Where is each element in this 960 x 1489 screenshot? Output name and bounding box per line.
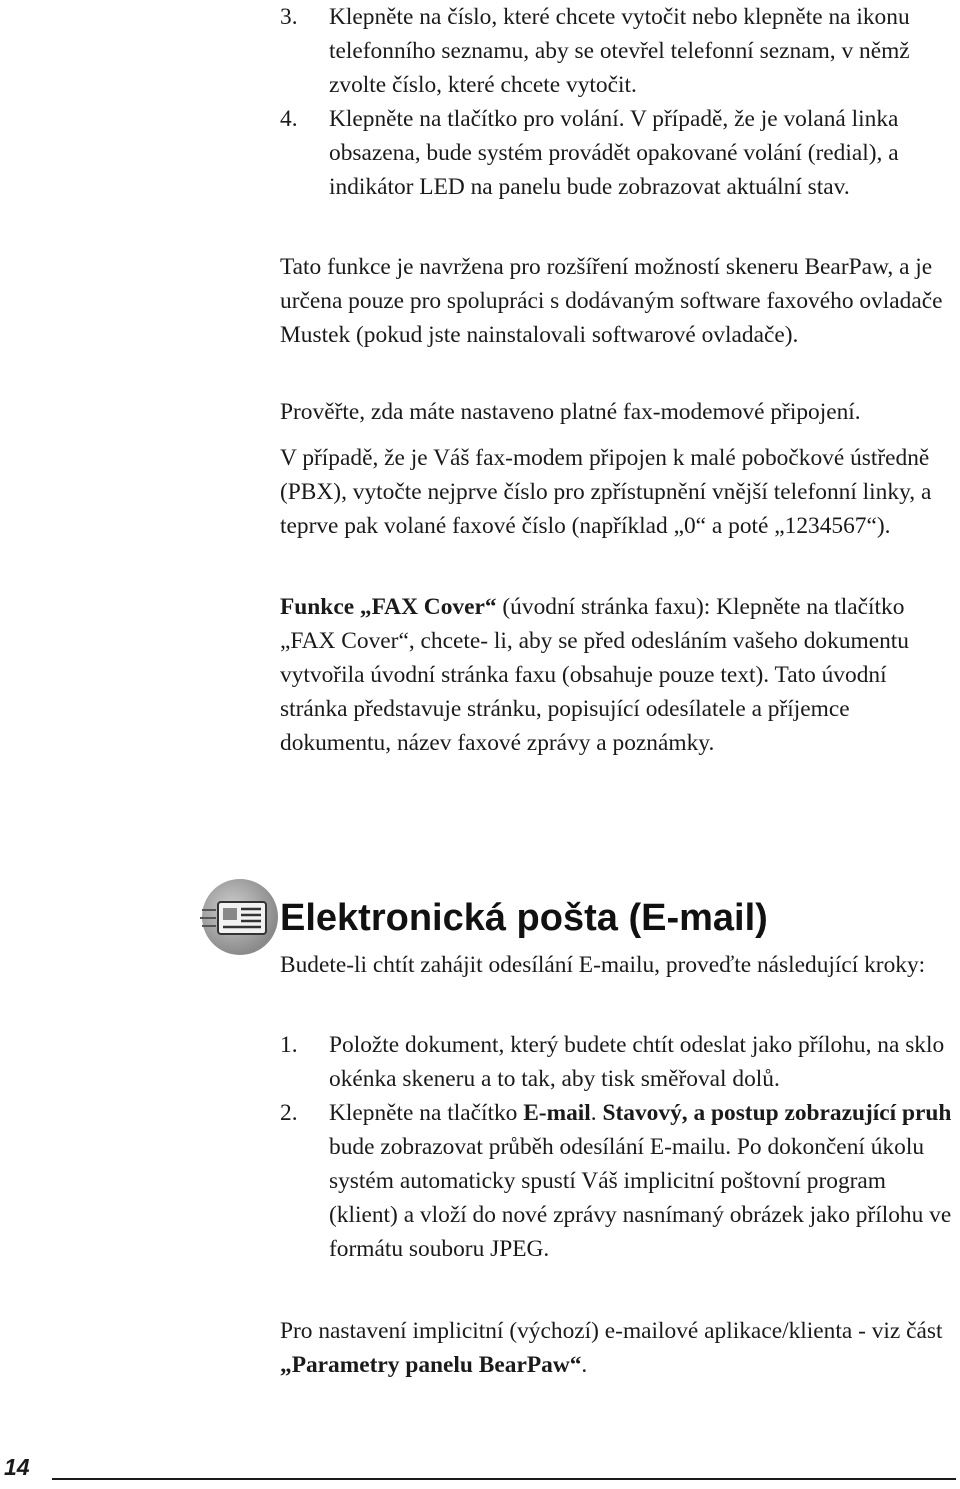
- list-item-text: Položte dokument, který budete chtít odeslat jako přílohu, na sklo okénka skeneru a to tak, aby tisk směřoval dolů.: [329, 1032, 945, 1092]
- list-item-number: 4.: [280, 106, 298, 132]
- section-intro: Budete-li chtít zahájit odesílání E-mailu, proveďte následující kroky:: [280, 952, 926, 978]
- list-item-text-c: bude zobrazovat průběh odesílání E-mailu. Po dokončení úkolu systém automaticky spustí Váš implicitní poštovní program (klient) a vloží do nové zprávy nasnímaný obrázek jako přílohu ve formátu souboru JPEG.: [329, 1134, 952, 1262]
- list-item-number: 2.: [280, 1100, 298, 1126]
- closing-text-a: Pro nastavení implicitní (výchozí) e-mailové aplikace/klienta - viz část: [280, 1318, 943, 1344]
- paragraph-function-description: Tato funkce je navržena pro rozšíření možností skeneru BearPaw, a je určena pouze pro spolupráci s dodávaným software faxového ovladače Mustek (pokud jste nainstalovali softwarové ovladače).: [280, 254, 943, 348]
- list-item-text: Klepněte na číslo, které chcete vytočit nebo klepněte na ikonu telefonního seznamu, aby se otevřel telefonní seznam, v němž zvolte číslo, které chcete vytočit.: [329, 4, 910, 98]
- list-item-text-a: Klepněte na tlačítko: [329, 1100, 524, 1126]
- email-steps-list: [280, 1028, 956, 1266]
- list-item: [280, 102, 956, 204]
- list-item-number: 1.: [280, 1032, 298, 1058]
- email-card-icon: [196, 876, 282, 958]
- email-button-label: E-mail: [523, 1100, 591, 1126]
- paragraph-pbx-note: V případě, že je Váš fax-modem připojen k malé pobočkové ústředně (PBX), vytočte nejprve číslo pro zpřístupnění vnější telefonní linky, a teprve pak volané faxové číslo (například „0“ a poté „1234567“).: [280, 445, 932, 539]
- closing-text-b: .: [581, 1352, 588, 1378]
- progress-bar-label: Stavový, a postup zobrazující pruh: [602, 1100, 952, 1126]
- list-item-text-b: .: [590, 1100, 603, 1126]
- top-list: [280, 0, 956, 204]
- closing-paragraph: [280, 1314, 956, 1382]
- list-item: [280, 1028, 956, 1096]
- list-item: [280, 0, 956, 102]
- list-item: [280, 1096, 956, 1266]
- page-number: 14: [4, 1454, 30, 1480]
- fax-cover-text: (úvodní stránka faxu): Klepněte na tlačítko „FAX Cover“, chcete- li, aby se před odesláním vašeho dokumentu vytvořila úvodní stránka faxu (obsahuje pouze text). Tato úvodní stránka představuje stránku, popisující odesílatele a příjemce dokumentu, název faxové zprávy a poznámky.: [280, 594, 909, 756]
- fax-cover-label: Funkce „FAX Cover“: [280, 594, 497, 620]
- paragraph-fax-cover: [280, 590, 956, 760]
- list-item-number: 3.: [280, 4, 298, 30]
- footer-rule: [52, 1478, 956, 1480]
- paragraph-check-connection: Prověřte, zda máte nastaveno platné fax-modemové připojení.: [280, 399, 861, 425]
- section-title: Elektronická pošta (E-mail): [280, 897, 768, 939]
- list-item-text: Klepněte na tlačítko pro volání. V případě, že je volaná linka obsazena, bude systém provádět opakované volání (redial), a indikátor LED na panelu bude zobrazovat aktuální stav.: [329, 106, 899, 200]
- closing-reference: „Parametry panelu BearPaw“: [280, 1352, 582, 1378]
